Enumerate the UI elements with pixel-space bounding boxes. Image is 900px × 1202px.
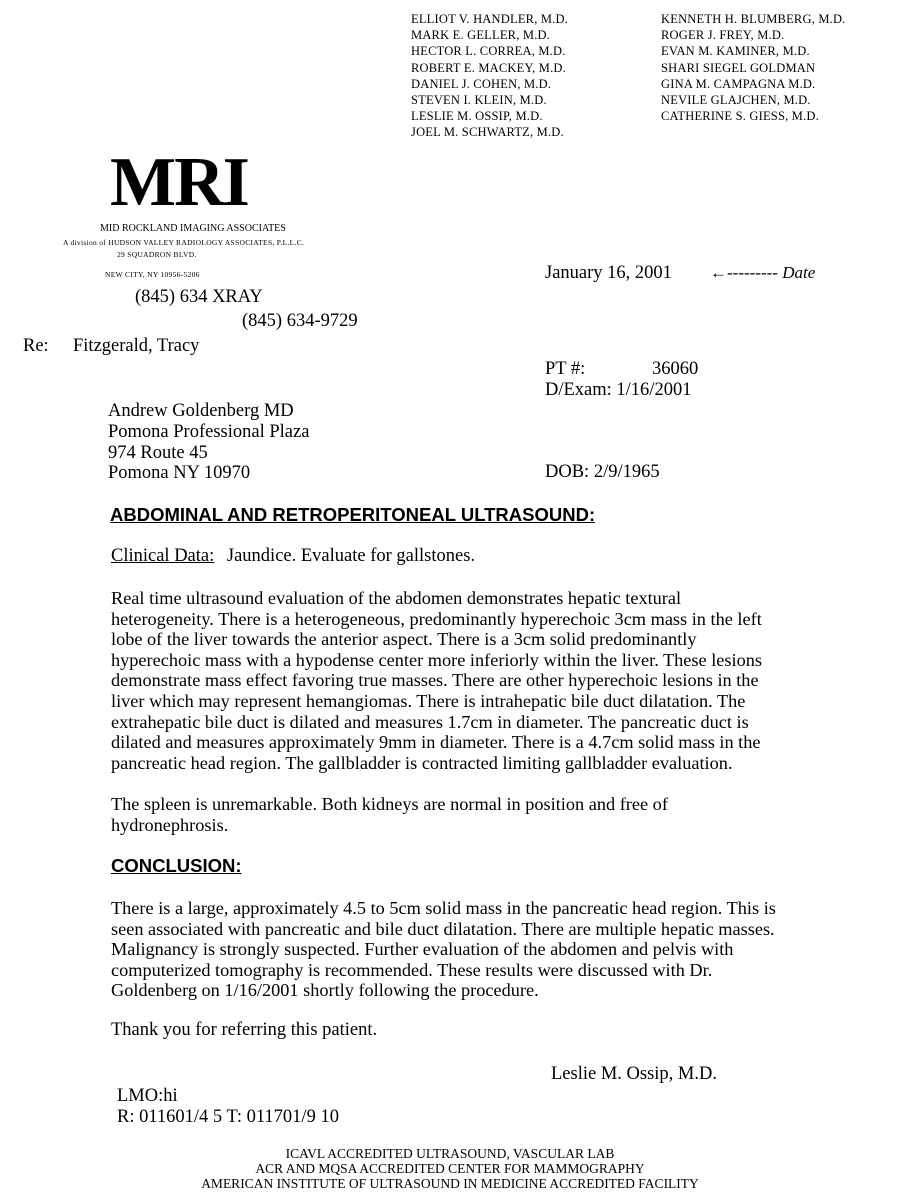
address-line: Pomona NY 10970 xyxy=(108,463,251,484)
address-line: Pomona Professional Plaza xyxy=(108,421,310,442)
recipient-address xyxy=(108,401,309,484)
footer-line: AMERICAN INSTITUTE OF ULTRASOUND IN MEDICINE ACCREDITED FACILITY xyxy=(201,1176,699,1191)
mri-logo: MRI xyxy=(110,144,248,221)
physician-name: ROGER J. FREY, M.D. xyxy=(661,28,785,43)
phone-number: (845) 634-9729 xyxy=(242,311,358,331)
findings-line: dilated and measures approximately 9mm in diameter. There is a 4.7cm solid mass in the xyxy=(111,732,761,753)
patient-name: Fitzgerald, Tracy xyxy=(73,336,200,356)
org-name: MID ROCKLAND IMAGING ASSOCIATES xyxy=(100,223,286,234)
exam-title: ABDOMINAL AND RETROPERITONEAL ULTRASOUND: xyxy=(110,504,596,525)
initials: LMO:hi xyxy=(117,1086,178,1106)
transcription-codes: R: 011601/4 5 T: 011701/9 10 xyxy=(117,1107,339,1127)
findings-paragraph xyxy=(111,588,871,773)
dob: DOB: 2/9/1965 xyxy=(545,462,660,482)
physician-name: HECTOR L. CORREA, M.D. xyxy=(411,44,566,59)
physician-name: CATHERINE S. GIESS, M.D. xyxy=(661,109,819,124)
physician-name: SHARI SIEGEL GOLDMAN xyxy=(661,60,816,75)
physician-name: KENNETH H. BLUMBERG, M.D. xyxy=(661,12,846,26)
address-line: Andrew Goldenberg MD xyxy=(108,401,294,421)
org-city: NEW CITY, NY 10956-5206 xyxy=(105,270,200,279)
phone-xray: (845) 634 XRAY xyxy=(135,287,263,307)
physician-name: ROBERT E. MACKEY, M.D. xyxy=(411,60,566,75)
org-division: A division of HUDSON VALLEY RADIOLOGY ASSOCIATES, P.L.L.C. xyxy=(63,238,305,247)
conclusion-line: computerized tomography is recommended. These results were discussed with Dr. xyxy=(111,959,713,980)
physician-list-left xyxy=(411,11,568,141)
findings-line: Real time ultrasound evaluation of the abdomen demonstrates hepatic textural xyxy=(111,588,682,608)
conclusion-paragraph xyxy=(111,898,871,1001)
findings-line: lobe of the liver towards the anterior aspect. There is a 3cm solid predominantly xyxy=(111,629,697,650)
physician-list-right xyxy=(661,11,846,124)
address-line: 974 Route 45 xyxy=(108,442,208,463)
physician-name: DANIEL J. COHEN, M.D. xyxy=(411,76,552,91)
letter-date: January 16, 2001 xyxy=(545,263,672,283)
conclusion-line: There is a large, approximately 4.5 to 5cm solid mass in the pancreatic head region. This is xyxy=(111,898,776,918)
clinical-data xyxy=(111,546,475,567)
physician-name: GINA M. CAMPAGNA M.D. xyxy=(661,76,816,91)
findings-line: hyperechoic mass with a hypodense center more inferiorly within the liver. These lesions xyxy=(111,649,763,670)
findings-line: demonstrate mass effect favoring true masses. There are other hyperechoic lesions in the xyxy=(111,670,759,691)
conclusion-line: seen associated with pancreatic and bile duct dilatation. There are multiple hepatic masses. xyxy=(111,918,775,939)
accreditation-footer xyxy=(0,1146,900,1191)
signature-name: Leslie M. Ossip, M.D. xyxy=(551,1064,717,1084)
re-label: Re: xyxy=(23,336,49,356)
physician-name: STEVEN I. KLEIN, M.D. xyxy=(411,92,547,107)
conclusion-line: Goldenberg on 1/16/2001 shortly following the procedure. xyxy=(111,980,539,1001)
findings-line: liver which may represent hemangiomas. There is intrahepatic bile duct dilatation. The xyxy=(111,690,746,711)
findings-line: extrahepatic bile duct is dilated and measures 1.7cm in diameter. The pancreatic duct is xyxy=(111,711,749,732)
physician-name: NEVILE GLAJCHEN, M.D. xyxy=(661,92,811,107)
physician-name: LESLIE M. OSSIP, M.D. xyxy=(411,109,543,124)
findings-line: heterogeneity. There is a heterogeneous, predominantly hyperechoic 3cm mass in the left xyxy=(111,608,762,629)
physician-name: MARK E. GELLER, M.D. xyxy=(411,28,551,43)
conclusion-heading: CONCLUSION: xyxy=(111,855,242,876)
org-street: 29 SQUADRON BLVD. xyxy=(117,250,197,259)
footer-line: ACR AND MQSA ACCREDITED CENTER FOR MAMMOGRAPHY xyxy=(255,1161,645,1176)
physician-name: ELLIOT V. HANDLER, M.D. xyxy=(411,12,569,26)
findings-line: pancreatic head region. The gallbladder is contracted limiting gallbladder evaluation. xyxy=(111,752,733,773)
footer-line: ICAVL ACCREDITED ULTRASOUND, VASCULAR LAB xyxy=(285,1146,615,1161)
thank-you-line: Thank you for referring this patient. xyxy=(111,1020,378,1040)
spleen-line: hydronephrosis. xyxy=(111,814,229,835)
physician-name: JOEL M. SCHWARTZ, M.D. xyxy=(411,125,564,140)
conclusion-line: Malignancy is strongly suspected. Further evaluation of the abdomen and pelvis with xyxy=(111,939,734,960)
pt-number: 36060 xyxy=(652,359,699,379)
spleen-line: The spleen is unremarkable. Both kidneys are normal in position and free of xyxy=(111,794,668,814)
clinical-data-text: Jaundice. Evaluate for gallstones. xyxy=(226,546,476,566)
spleen-paragraph xyxy=(111,794,871,835)
physician-name: EVAN M. KAMINER, M.D. xyxy=(661,44,810,59)
pt-label: PT #: xyxy=(545,359,586,379)
date-marker: ←--------- Date xyxy=(710,263,816,282)
exam-date: D/Exam: 1/16/2001 xyxy=(545,380,692,400)
clinical-data-label: Clinical Data: xyxy=(111,546,215,566)
